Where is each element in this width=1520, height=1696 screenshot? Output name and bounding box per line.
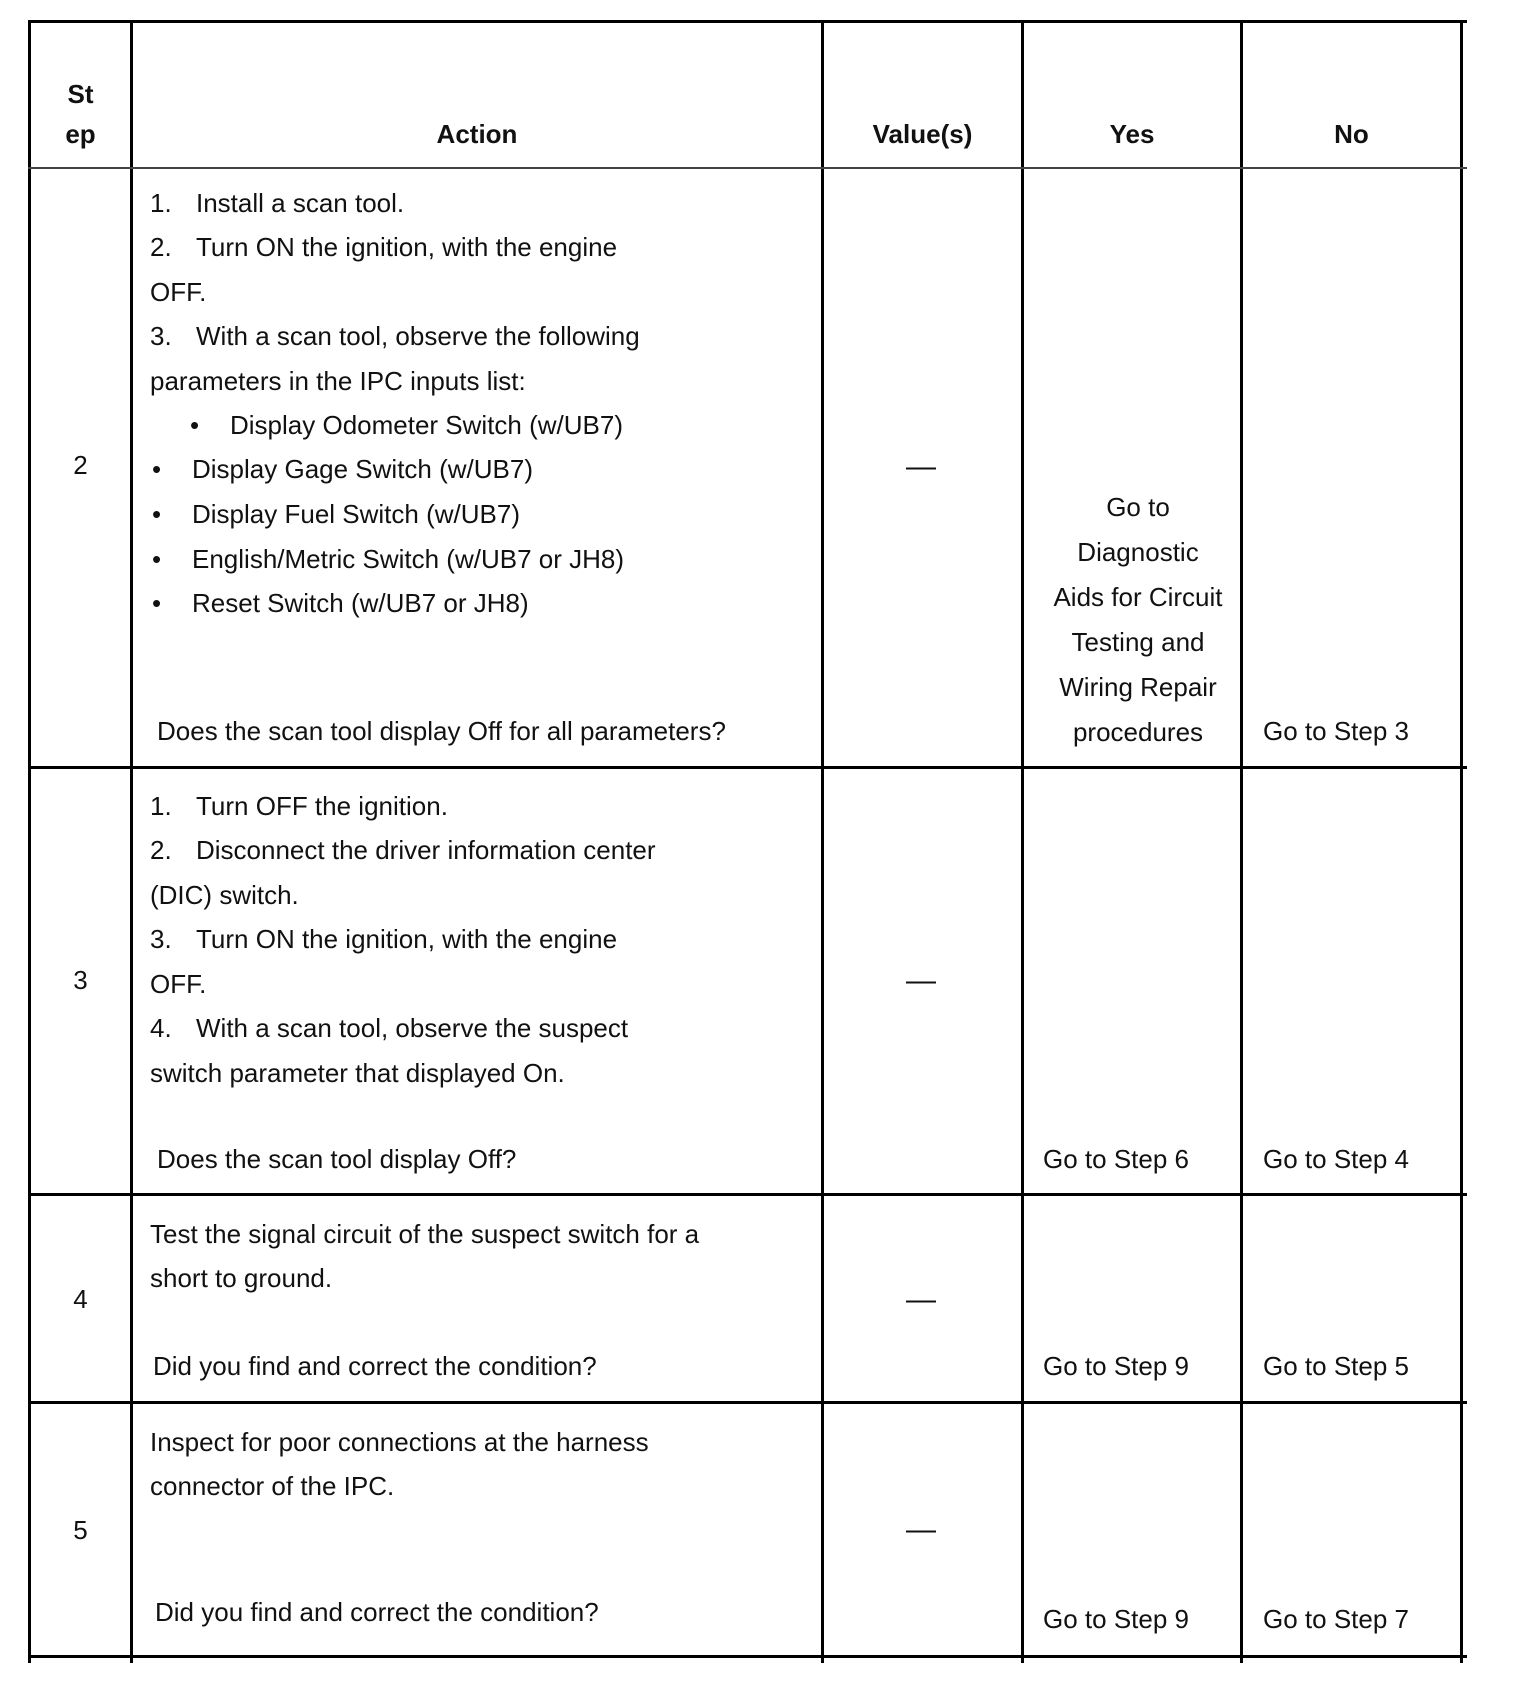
yes-line: procedures [1072,717,1204,747]
bullet-text: Display Odometer Switch (w/UB7) [230,410,623,440]
action-line [150,365,526,397]
action-number: 3. [150,321,172,351]
header-yes: Yes [1109,119,1155,149]
action-text: Test the signal circuit of the suspect switch for a [150,1219,700,1249]
bullet-item [152,543,624,575]
action-line [150,834,656,866]
action-line [150,1470,394,1502]
yes-line: Wiring Repair [1059,672,1217,702]
bullet-icon: • [152,454,162,484]
yes-line: Go to [1106,492,1170,522]
action-line [150,1012,628,1044]
action-line [150,276,206,308]
value-dash: — [906,450,936,483]
no-result: Go to Step 3 [1263,716,1409,746]
action-text: Turn ON the ignition, with the engine [196,924,618,954]
action-line [150,879,299,911]
yes-result [1029,485,1247,755]
step-number: 2 [73,450,88,480]
action-text: Turn ON the ignition, with the engine [196,232,618,262]
grid-line [28,1193,1467,1196]
value-dash: — [906,964,936,997]
bullet-item [152,453,533,485]
bullet-icon: • [190,410,200,440]
header-step [31,74,130,154]
action-number: 3. [150,924,172,954]
grid-line [28,766,1467,769]
action-text: OFF. [150,277,207,307]
bullet-item [190,409,623,441]
action-line [150,231,617,263]
grid-line [28,1401,1467,1404]
action-text: Install a scan tool. [196,188,405,218]
action-text: With a scan tool, observe the suspect [196,1013,629,1043]
action-number: 2. [150,835,172,865]
value-dash: — [906,1283,936,1316]
action-line [150,320,640,352]
grid-line [1460,20,1463,1663]
action-text: Disconnect the driver information center [196,835,656,865]
bullet-icon: • [152,499,162,529]
action-line [150,790,448,822]
action-line [150,187,404,219]
grid-line [821,20,824,1663]
action-line [150,1218,699,1250]
step-number: 5 [73,1515,88,1545]
no-result: Go to Step 7 [1263,1604,1409,1634]
yes-result: Go to Step 9 [1043,1604,1189,1634]
grid-line [28,167,1467,169]
question-text: Did you find and correct the condition? [155,1597,599,1627]
yes-line: Testing and [1071,627,1205,657]
action-text: (DIC) switch. [150,880,299,910]
bullet-text: English/Metric Switch (w/UB7 or JH8) [192,544,624,574]
value-dash: — [906,1513,936,1546]
grid-line [1021,20,1024,1663]
yes-result: Go to Step 9 [1043,1351,1189,1381]
action-line [150,1426,649,1458]
step-number: 4 [73,1284,88,1314]
header-values: Value(s) [872,119,973,149]
action-line [150,923,617,955]
action-text: short to ground. [150,1263,333,1293]
yes-line: Aids for Circuit [1053,582,1223,612]
header-action: Action [436,119,518,149]
grid-line [28,20,1467,23]
bullet-item [152,498,520,530]
grid-line [1240,20,1243,1663]
action-text: OFF. [150,969,207,999]
action-text: parameters in the IPC inputs list: [150,366,526,396]
bullet-icon: • [152,544,162,574]
bullet-text: Display Fuel Switch (w/UB7) [192,499,520,529]
yes-line: Diagnostic [1077,537,1199,567]
question-text: Does the scan tool display Off for all parameters? [157,716,726,746]
question-text: Does the scan tool display Off? [157,1144,517,1174]
bullet-item [152,587,529,619]
action-number: 2. [150,232,172,262]
header-no: No [1334,119,1369,149]
header-step-line1: St [67,79,94,109]
header-step-line2: ep [65,119,96,149]
action-text: connector of the IPC. [150,1471,395,1501]
action-text: With a scan tool, observe the following [196,321,640,351]
bullet-text: Reset Switch (w/UB7 or JH8) [192,588,529,618]
grid-line [28,1655,1467,1658]
bullet-text: Display Gage Switch (w/UB7) [192,454,533,484]
yes-result: Go to Step 6 [1043,1144,1189,1174]
question-text: Did you find and correct the condition? [153,1351,597,1381]
bullet-icon: • [152,588,162,618]
action-number: 1. [150,188,172,218]
action-text: Inspect for poor connections at the harness [150,1427,649,1457]
action-line [150,1262,332,1294]
step-number: 3 [73,965,88,995]
action-line [150,968,206,1000]
action-text: Turn OFF the ignition. [196,791,448,821]
action-text: switch parameter that displayed On. [150,1058,565,1088]
action-line [150,1057,565,1089]
action-number: 1. [150,791,172,821]
grid-line [28,20,31,1663]
action-number: 4. [150,1013,172,1043]
no-result: Go to Step 5 [1263,1351,1409,1381]
grid-line [130,20,133,1663]
no-result: Go to Step 4 [1263,1144,1409,1174]
